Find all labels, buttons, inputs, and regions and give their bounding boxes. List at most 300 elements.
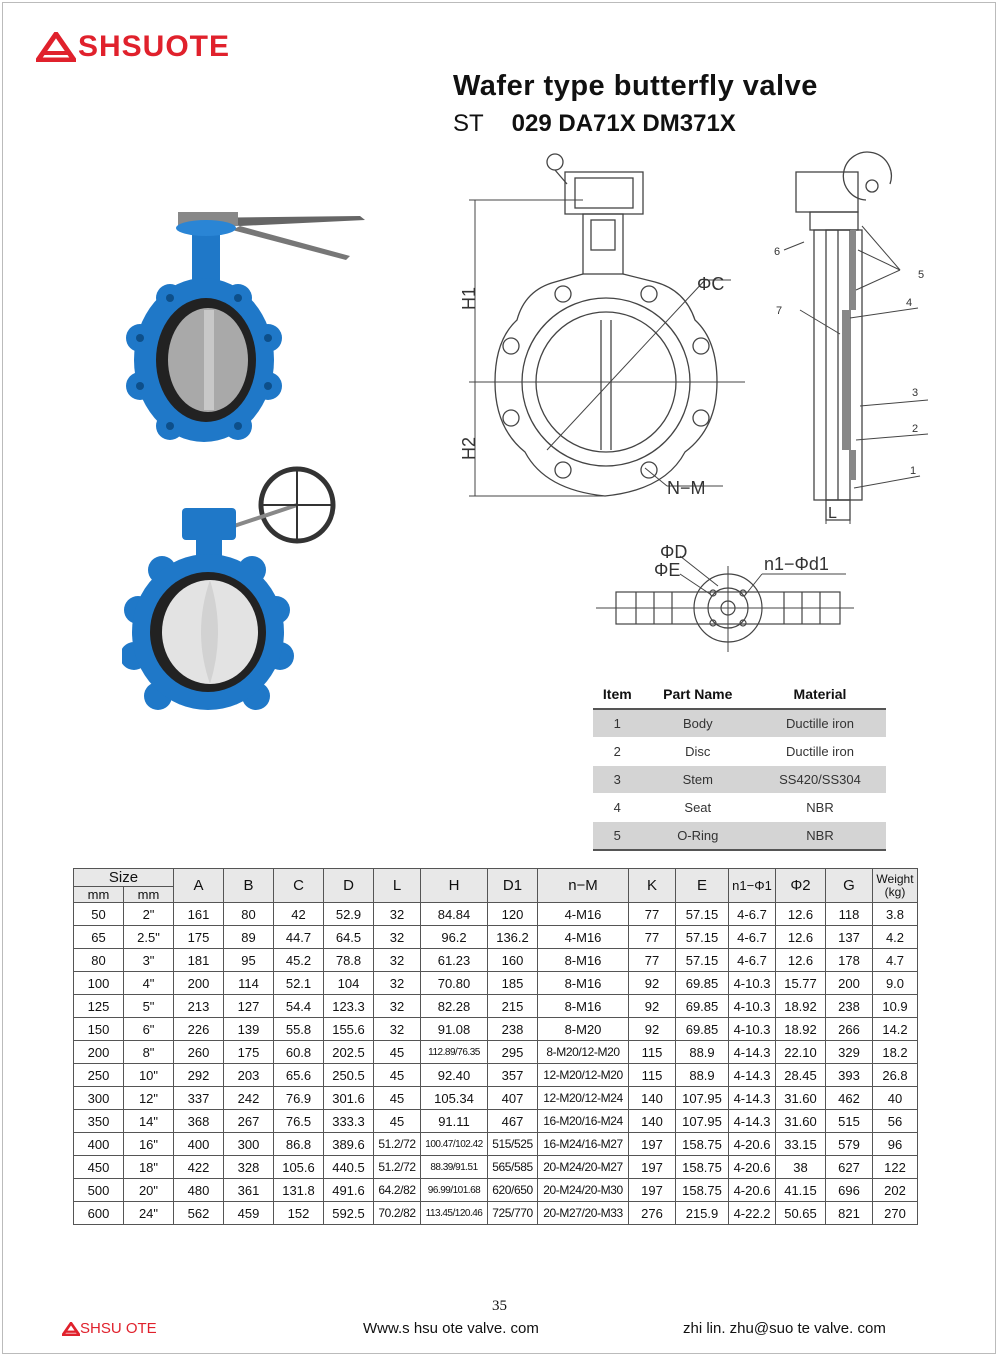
table-cell: 78.8: [324, 949, 374, 972]
table-cell: 4-22.2: [729, 1202, 776, 1225]
dim-header-a: A: [174, 869, 224, 903]
table-cell: 92.40: [421, 1064, 488, 1087]
table-cell: 515: [826, 1110, 873, 1133]
table-cell: 52.9: [324, 903, 374, 926]
table-row: [74, 1110, 918, 1133]
table-cell: 12.6: [776, 926, 826, 949]
parts-header-material: Material: [754, 680, 886, 709]
table-cell: 54.4: [274, 995, 324, 1018]
table-cell: 4-6.7: [729, 949, 776, 972]
table-cell: 450: [74, 1156, 124, 1179]
table-cell: 60.8: [274, 1041, 324, 1064]
table-cell: 100: [74, 972, 124, 995]
table-cell: 14": [124, 1110, 174, 1133]
table-cell: 12-M20/12-M20: [538, 1064, 629, 1087]
table-cell: 55.8: [274, 1018, 324, 1041]
table-cell: 4-10.3: [729, 995, 776, 1018]
table-cell: 4.7: [873, 949, 918, 972]
parts-header-item: Item: [593, 680, 642, 709]
table-cell: 96.99/101.68: [421, 1179, 488, 1202]
table-cell: 4-14.3: [729, 1087, 776, 1110]
table-row: [74, 1041, 918, 1064]
table-cell: 197: [629, 1133, 676, 1156]
table-cell: 197: [629, 1156, 676, 1179]
table-cell: 32: [374, 1018, 421, 1041]
dim-header-row: [74, 869, 918, 887]
table-row: [74, 926, 918, 949]
table-cell: 238: [488, 1018, 538, 1041]
table-cell: 3": [124, 949, 174, 972]
table-cell: 12.6: [776, 949, 826, 972]
table-cell: 725/770: [488, 1202, 538, 1225]
table-cell: 226: [174, 1018, 224, 1041]
dim-header-h: H: [421, 869, 488, 903]
footer-brand-triangle-icon: [62, 1322, 80, 1336]
table-cell: 105.34: [421, 1087, 488, 1110]
table-cell: 105.6: [274, 1156, 324, 1179]
table-cell: 4-20.6: [729, 1133, 776, 1156]
table-cell: 91.08: [421, 1018, 488, 1041]
callout-6: 6: [774, 246, 781, 258]
table-row: [74, 1156, 918, 1179]
table-cell: 4-10.3: [729, 1018, 776, 1041]
table-cell: 600: [74, 1202, 124, 1225]
table-cell: 8-M16: [538, 949, 629, 972]
table-cell: 215.9: [676, 1202, 729, 1225]
table-cell: 100.47/102.42: [421, 1133, 488, 1156]
table-cell: 76.9: [274, 1087, 324, 1110]
table-cell: 2": [124, 903, 174, 926]
parts-cell: SS420/SS304: [754, 766, 886, 794]
table-cell: 22.10: [776, 1041, 826, 1064]
table-row: [74, 949, 918, 972]
table-cell: 127: [224, 995, 274, 1018]
table-cell: 31.60: [776, 1110, 826, 1133]
table-cell: 123.3: [324, 995, 374, 1018]
table-cell: 51.2/72: [374, 1156, 421, 1179]
table-cell: 200: [826, 972, 873, 995]
dim-header-k: K: [629, 869, 676, 903]
dim-header-b: B: [224, 869, 274, 903]
table-cell: 4.2: [873, 926, 918, 949]
table-cell: 160: [488, 949, 538, 972]
table-row: [74, 1133, 918, 1156]
table-cell: 242: [224, 1087, 274, 1110]
table-cell: 122: [873, 1156, 918, 1179]
table-cell: 158.75: [676, 1179, 729, 1202]
parts-cell: 3: [593, 766, 642, 794]
table-cell: 107.95: [676, 1110, 729, 1133]
dim-header-g: G: [826, 869, 873, 903]
table-cell: 28.45: [776, 1064, 826, 1087]
table-cell: 69.85: [676, 972, 729, 995]
table-cell: 80: [224, 903, 274, 926]
table-cell: 197: [629, 1179, 676, 1202]
table-cell: 368: [174, 1110, 224, 1133]
callout-5: 5: [918, 269, 925, 281]
footer-website[interactable]: Www.s hsu ote valve. com: [363, 1320, 539, 1337]
table-cell: 45: [374, 1041, 421, 1064]
dim-unit-mm: mm: [74, 887, 124, 903]
table-cell: 86.8: [274, 1133, 324, 1156]
table-cell: 77: [629, 949, 676, 972]
table-cell: 96.2: [421, 926, 488, 949]
table-cell: 18.92: [776, 995, 826, 1018]
table-cell: 113.45/120.46: [421, 1202, 488, 1225]
table-row: [74, 1179, 918, 1202]
table-cell: 301.6: [324, 1087, 374, 1110]
table-cell: 462: [826, 1087, 873, 1110]
table-cell: 9.0: [873, 972, 918, 995]
table-cell: 238: [826, 995, 873, 1018]
table-cell: 202: [873, 1179, 918, 1202]
table-cell: 120: [488, 903, 538, 926]
table-row: [74, 1202, 918, 1225]
dim-header-n1-phi1: n1−Φ1: [729, 869, 776, 903]
dim-unit-mm: mm: [124, 887, 174, 903]
table-cell: 202.5: [324, 1041, 374, 1064]
table-cell: 42: [274, 903, 324, 926]
parts-cell: 2: [593, 738, 642, 766]
table-cell: 337: [174, 1087, 224, 1110]
dim-header-size: Size: [74, 869, 174, 887]
table-cell: 8-M20: [538, 1018, 629, 1041]
table-cell: 114: [224, 972, 274, 995]
table-cell: 329: [826, 1041, 873, 1064]
parts-cell: Ductille iron: [754, 709, 886, 738]
table-cell: 2.5": [124, 926, 174, 949]
label-d: ΦD: [660, 542, 688, 562]
table-cell: 400: [174, 1133, 224, 1156]
table-cell: 20": [124, 1179, 174, 1202]
dim-table-body: [74, 903, 918, 1225]
table-cell: 139: [224, 1018, 274, 1041]
table-cell: 32: [374, 903, 421, 926]
table-cell: 213: [174, 995, 224, 1018]
callout-2: 2: [912, 423, 919, 435]
table-cell: 467: [488, 1110, 538, 1133]
footer-brand-name: SHSU OTE: [80, 1320, 157, 1337]
table-cell: 8-M16: [538, 995, 629, 1018]
label-h2: H2: [459, 436, 479, 460]
table-cell: 82.28: [421, 995, 488, 1018]
table-cell: 4-10.3: [729, 972, 776, 995]
parts-header-part-name: Part Name: [642, 680, 754, 709]
table-cell: 8": [124, 1041, 174, 1064]
label-l: L: [828, 505, 837, 522]
table-row: [74, 1018, 918, 1041]
table-cell: 627: [826, 1156, 873, 1179]
table-cell: 4-M16: [538, 926, 629, 949]
table-cell: 300: [224, 1133, 274, 1156]
table-cell: 50.65: [776, 1202, 826, 1225]
table-cell: 32: [374, 972, 421, 995]
table-cell: 24": [124, 1202, 174, 1225]
parts-row: [593, 822, 886, 851]
table-cell: 12": [124, 1087, 174, 1110]
table-cell: 40: [873, 1087, 918, 1110]
table-cell: 32: [374, 995, 421, 1018]
table-cell: 565/585: [488, 1156, 538, 1179]
table-cell: 12.6: [776, 903, 826, 926]
table-cell: 33.15: [776, 1133, 826, 1156]
dim-header-e: E: [676, 869, 729, 903]
table-cell: 620/650: [488, 1179, 538, 1202]
parts-cell: Body: [642, 709, 754, 738]
valve-photo-lever: [120, 198, 370, 458]
table-cell: 480: [174, 1179, 224, 1202]
footer-email[interactable]: zhi lin. zhu@suo te valve. com: [683, 1320, 886, 1337]
table-cell: 31.60: [776, 1087, 826, 1110]
parts-cell: NBR: [754, 822, 886, 851]
table-cell: 136.2: [488, 926, 538, 949]
table-cell: 361: [224, 1179, 274, 1202]
table-cell: 92: [629, 995, 676, 1018]
table-cell: 92: [629, 972, 676, 995]
table-cell: 175: [174, 926, 224, 949]
table-cell: 91.11: [421, 1110, 488, 1133]
table-cell: 41.15: [776, 1179, 826, 1202]
table-cell: 4-6.7: [729, 903, 776, 926]
table-cell: 77: [629, 926, 676, 949]
table-cell: 20-M27/20-M33: [538, 1202, 629, 1225]
table-cell: 562: [174, 1202, 224, 1225]
parts-table: [593, 680, 886, 851]
table-cell: 203: [224, 1064, 274, 1087]
table-cell: 45.2: [274, 949, 324, 972]
table-cell: 52.1: [274, 972, 324, 995]
table-cell: 18.2: [873, 1041, 918, 1064]
parts-cell: NBR: [754, 794, 886, 822]
table-cell: 215: [488, 995, 538, 1018]
parts-cell: Disc: [642, 738, 754, 766]
table-cell: 10.9: [873, 995, 918, 1018]
table-cell: 328: [224, 1156, 274, 1179]
table-row: [74, 995, 918, 1018]
table-row: [74, 903, 918, 926]
table-cell: 70.2/82: [374, 1202, 421, 1225]
table-cell: 26.8: [873, 1064, 918, 1087]
table-cell: 76.5: [274, 1110, 324, 1133]
table-cell: 4-M16: [538, 903, 629, 926]
table-cell: 77: [629, 903, 676, 926]
dim-header-d1: D1: [488, 869, 538, 903]
table-cell: 592.5: [324, 1202, 374, 1225]
table-cell: 4-14.3: [729, 1064, 776, 1087]
table-cell: 20-M24/20-M27: [538, 1156, 629, 1179]
label-h1: H1: [459, 286, 479, 310]
table-cell: 491.6: [324, 1179, 374, 1202]
table-cell: 118: [826, 903, 873, 926]
table-cell: 696: [826, 1179, 873, 1202]
table-cell: 266: [826, 1018, 873, 1041]
table-cell: 181: [174, 949, 224, 972]
table-row: [74, 1087, 918, 1110]
dim-header-nm: n−M: [538, 869, 629, 903]
table-cell: 50: [74, 903, 124, 926]
table-cell: 64.5: [324, 926, 374, 949]
parts-cell: 1: [593, 709, 642, 738]
label-n1d1: n1−Φd1: [764, 554, 829, 574]
table-cell: 18": [124, 1156, 174, 1179]
table-cell: 45: [374, 1087, 421, 1110]
table-cell: 64.2/82: [374, 1179, 421, 1202]
table-cell: 70.80: [421, 972, 488, 995]
table-cell: 56: [873, 1110, 918, 1133]
table-cell: 45: [374, 1110, 421, 1133]
table-cell: 92: [629, 1018, 676, 1041]
table-cell: 57.15: [676, 949, 729, 972]
table-cell: 440.5: [324, 1156, 374, 1179]
table-cell: 4-20.6: [729, 1156, 776, 1179]
table-cell: 115: [629, 1041, 676, 1064]
table-cell: 131.8: [274, 1179, 324, 1202]
footer-brand: [62, 1320, 157, 1337]
table-cell: 15.77: [776, 972, 826, 995]
table-cell: 821: [826, 1202, 873, 1225]
table-cell: 32: [374, 949, 421, 972]
dim-header-phi2: Φ2: [776, 869, 826, 903]
table-cell: 500: [74, 1179, 124, 1202]
table-cell: 200: [174, 972, 224, 995]
brand-triangle-icon: [36, 32, 76, 62]
table-cell: 10": [124, 1064, 174, 1087]
table-cell: 140: [629, 1087, 676, 1110]
brand-name: SHSUOTE: [78, 30, 231, 63]
table-cell: 96: [873, 1133, 918, 1156]
table-cell: 300: [74, 1087, 124, 1110]
parts-cell: 5: [593, 822, 642, 851]
table-cell: 88.39/91.51: [421, 1156, 488, 1179]
table-cell: 16-M20/16-M24: [538, 1110, 629, 1133]
table-cell: 158.75: [676, 1133, 729, 1156]
table-cell: 178: [826, 949, 873, 972]
table-cell: 250.5: [324, 1064, 374, 1087]
table-cell: 20-M24/20-M30: [538, 1179, 629, 1202]
table-cell: 276: [629, 1202, 676, 1225]
table-cell: 389.6: [324, 1133, 374, 1156]
table-cell: 8-M16: [538, 972, 629, 995]
parts-row: [593, 766, 886, 794]
table-cell: 12-M20/12-M24: [538, 1087, 629, 1110]
table-row: [74, 1064, 918, 1087]
table-cell: 158.75: [676, 1156, 729, 1179]
page-title: Wafer type butterfly valve: [453, 70, 818, 102]
dim-header-c: C: [274, 869, 324, 903]
table-cell: 51.2/72: [374, 1133, 421, 1156]
label-e: ΦE: [654, 560, 681, 580]
table-cell: 44.7: [274, 926, 324, 949]
table-cell: 161: [174, 903, 224, 926]
table-cell: 38: [776, 1156, 826, 1179]
parts-cell: Ductille iron: [754, 738, 886, 766]
table-cell: 5": [124, 995, 174, 1018]
table-cell: 175: [224, 1041, 274, 1064]
table-cell: 89: [224, 926, 274, 949]
table-cell: 459: [224, 1202, 274, 1225]
table-cell: 260: [174, 1041, 224, 1064]
table-cell: 8-M20/12-M20: [538, 1041, 629, 1064]
table-cell: 57.15: [676, 903, 729, 926]
model-line: [453, 110, 736, 138]
table-cell: 250: [74, 1064, 124, 1087]
table-cell: 69.85: [676, 995, 729, 1018]
table-cell: 88.9: [676, 1041, 729, 1064]
dim-header-weight: Weight (kg): [873, 869, 918, 903]
top-flange-drawing: [596, 536, 856, 666]
table-cell: 112.89/76.35: [421, 1041, 488, 1064]
table-cell: 357: [488, 1064, 538, 1087]
table-cell: 155.6: [324, 1018, 374, 1041]
table-cell: 65.6: [274, 1064, 324, 1087]
table-cell: 4-14.3: [729, 1110, 776, 1133]
callout-3: 3: [912, 387, 919, 399]
dim-header-d: D: [324, 869, 374, 903]
table-cell: 125: [74, 995, 124, 1018]
table-cell: 137: [826, 926, 873, 949]
table-cell: 14.2: [873, 1018, 918, 1041]
parts-row: [593, 709, 886, 738]
table-cell: 200: [74, 1041, 124, 1064]
valve-photo-gear: [122, 460, 342, 720]
parts-cell: Stem: [642, 766, 754, 794]
page-number: 35: [492, 1298, 507, 1314]
table-cell: 32: [374, 926, 421, 949]
table-cell: 69.85: [676, 1018, 729, 1041]
model-number: 029 DA71X DM371X: [511, 110, 736, 137]
table-cell: 400: [74, 1133, 124, 1156]
table-cell: 515/525: [488, 1133, 538, 1156]
side-view-drawing: [770, 150, 940, 530]
table-cell: 107.95: [676, 1087, 729, 1110]
dim-header-l: L: [374, 869, 421, 903]
table-cell: 140: [629, 1110, 676, 1133]
table-cell: 88.9: [676, 1064, 729, 1087]
table-cell: 3.8: [873, 903, 918, 926]
callout-1: 1: [910, 465, 917, 477]
front-view-drawing: [455, 150, 755, 520]
table-cell: 150: [74, 1018, 124, 1041]
table-cell: 152: [274, 1202, 324, 1225]
table-cell: 333.3: [324, 1110, 374, 1133]
table-cell: 185: [488, 972, 538, 995]
table-cell: 57.15: [676, 926, 729, 949]
parts-cell: Seat: [642, 794, 754, 822]
table-cell: 579: [826, 1133, 873, 1156]
model-prefix: ST: [453, 110, 484, 137]
table-cell: 4": [124, 972, 174, 995]
parts-cell: 4: [593, 794, 642, 822]
table-cell: 422: [174, 1156, 224, 1179]
parts-cell: O-Ring: [642, 822, 754, 851]
table-cell: 4-14.3: [729, 1041, 776, 1064]
table-cell: 16-M24/16-M27: [538, 1133, 629, 1156]
table-cell: 4-20.6: [729, 1179, 776, 1202]
callout-7: 7: [776, 305, 783, 317]
label-c: ΦC: [697, 274, 725, 294]
table-cell: 267: [224, 1110, 274, 1133]
table-cell: 350: [74, 1110, 124, 1133]
table-cell: 95: [224, 949, 274, 972]
table-cell: 393: [826, 1064, 873, 1087]
table-cell: 6": [124, 1018, 174, 1041]
brand-logo: [36, 30, 230, 64]
table-cell: 4-6.7: [729, 926, 776, 949]
table-cell: 104: [324, 972, 374, 995]
table-cell: 80: [74, 949, 124, 972]
label-nm: N−M: [667, 478, 706, 498]
table-cell: 292: [174, 1064, 224, 1087]
